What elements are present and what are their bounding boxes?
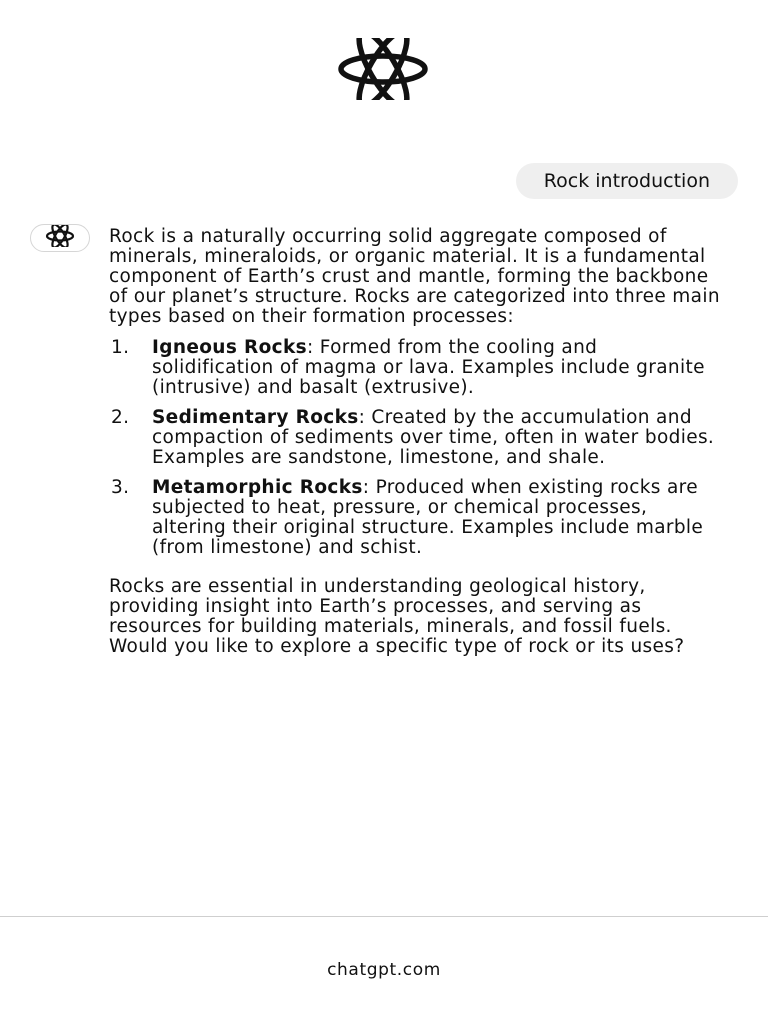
list-item-sedimentary bbox=[109, 408, 724, 468]
footer-domain-text: chatgpt.com bbox=[327, 960, 441, 980]
list-item-title: Sedimentary Rocks bbox=[152, 407, 359, 428]
list-item-body: : Formed from the cooling and solidification of magma or lava. Examples include granite (intrusive) and basalt (extrusive). bbox=[152, 337, 705, 398]
list-item-title: Igneous Rocks bbox=[152, 337, 307, 358]
list-number: 3. bbox=[111, 477, 130, 498]
list-item-body: : Produced when existing rocks are subjected to heat, pressure, or chemical processes, altering their original structure. Examples include marble (from limestone) and schist. bbox=[152, 477, 704, 558]
assistant-closing-paragraph: Rocks are essential in understanding geological history, providing insight into Earth’s processes, and serving as resources for building materials, minerals, and fossil fuels. Would you like to explore a specific type of rock or its uses? bbox=[109, 576, 685, 657]
assistant-message bbox=[109, 227, 724, 657]
assistant-intro-paragraph: Rock is a naturally occurring solid aggregate composed of minerals, mineraloids, or organic material. It is a fundamental component of Earth’s crust and mantle, forming the backbone of our planet’s structure. Rocks are categorized into three main types based on their formation processes: bbox=[109, 226, 720, 327]
assistant-avatar bbox=[30, 224, 90, 252]
list-number: 2. bbox=[111, 407, 130, 428]
list-item-igneous bbox=[109, 338, 724, 398]
user-message-text: Rock introduction bbox=[543, 170, 710, 192]
list-item-body: : Created by the accumulation and compaction of sediments over time, often in water bodies. Examples are sandstone, limestone, and shale. bbox=[152, 407, 715, 468]
list-item-metamorphic bbox=[109, 478, 724, 558]
user-message-bubble bbox=[516, 163, 738, 199]
list-number: 1. bbox=[111, 337, 130, 358]
footer-divider bbox=[0, 916, 768, 917]
list-item-title: Metamorphic Rocks bbox=[152, 477, 363, 498]
rock-types-list bbox=[109, 338, 724, 558]
openai-logo-icon bbox=[328, 38, 438, 100]
openai-knot-icon bbox=[40, 225, 80, 251]
